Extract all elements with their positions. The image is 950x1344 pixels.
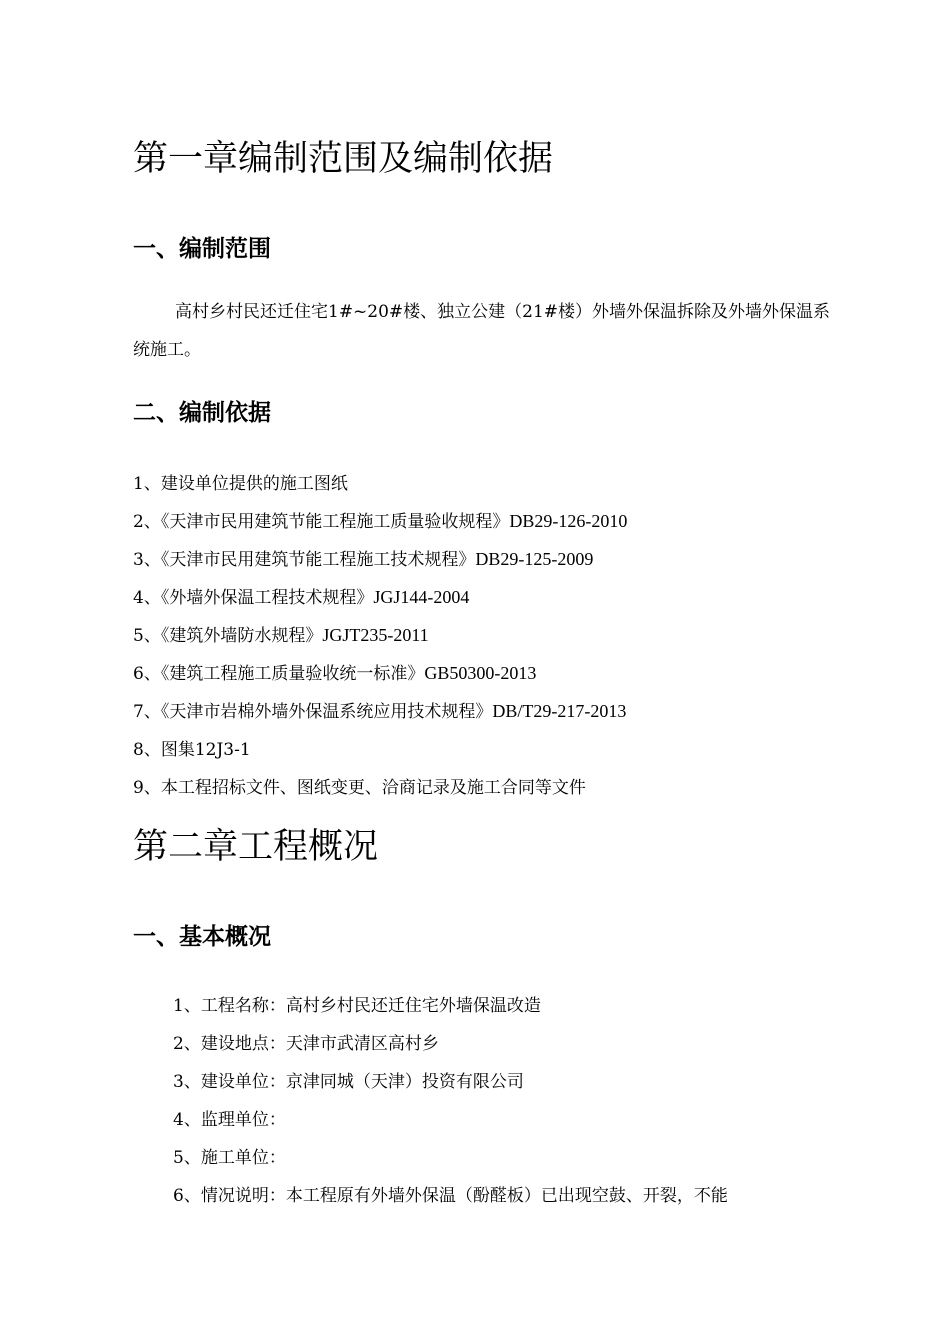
list-item bbox=[133, 502, 627, 540]
basis-item-text: 1、建设单位提供的施工图纸 bbox=[133, 474, 348, 494]
section-scope-title: 一、编制范围 bbox=[133, 236, 271, 262]
section-basis-title: 二、编制依据 bbox=[133, 400, 271, 426]
list-item: 1、工程名称：高村乡村民还迁住宅外墙保温改造 bbox=[173, 996, 541, 1016]
basis-item-text: 4、《外墙外保温工程技术规程》 bbox=[133, 588, 374, 608]
list-item bbox=[133, 464, 627, 502]
list-item bbox=[133, 616, 627, 654]
list-item bbox=[133, 768, 627, 806]
basis-item-text: 8、图集12J3-1 bbox=[133, 740, 251, 760]
list-item: 5、施工单位： bbox=[173, 1148, 286, 1168]
basis-item-text: 3、《天津市民用建筑节能工程施工技术规程》 bbox=[133, 550, 476, 570]
list-item bbox=[133, 578, 627, 616]
basis-item-text: 7、《天津市岩棉外墙外保温系统应用技术规程》 bbox=[133, 702, 493, 722]
basis-item-code: DB/T29-217-2013 bbox=[492, 701, 627, 721]
list-item: 3、建设单位：京津同城（天津）投资有限公司 bbox=[173, 1072, 524, 1092]
scope-paragraph: 高村乡村民还迁住宅1#~20#楼、独立公建（21#楼）外墙外保温拆除及外墙外保温系统施工。 bbox=[133, 302, 831, 360]
list-item: 4、监理单位： bbox=[173, 1110, 286, 1130]
list-item: 6、情况说明：本工程原有外墙外保温（酚醛板）已出现空鼓、开裂，不能 bbox=[173, 1186, 728, 1206]
chapter-1-title: 第一章编制范围及编制依据 bbox=[133, 139, 554, 179]
list-item: 2、建设地点：天津市武清区高村乡 bbox=[173, 1034, 439, 1054]
chapter-2-title: 第二章工程概况 bbox=[133, 827, 379, 867]
basis-item-code: JGJT235-2011 bbox=[322, 625, 429, 645]
list-item bbox=[133, 730, 627, 768]
basis-item-text: 9、本工程招标文件、图纸变更、洽商记录及施工合同等文件 bbox=[133, 778, 586, 798]
basis-item-code: JGJ144-2004 bbox=[373, 587, 470, 607]
basis-item-code: DB29-125-2009 bbox=[475, 549, 594, 569]
overview-list bbox=[173, 987, 728, 1215]
basis-item-text: 2、《天津市民用建筑节能工程施工质量验收规程》 bbox=[133, 512, 510, 532]
list-item bbox=[133, 654, 627, 692]
section-overview-title: 一、基本概况 bbox=[133, 924, 271, 950]
basis-item-text: 5、《建筑外墙防水规程》 bbox=[133, 626, 323, 646]
basis-item-code: DB29-126-2010 bbox=[509, 511, 628, 531]
basis-list bbox=[133, 464, 627, 806]
basis-item-code: GB50300-2013 bbox=[424, 663, 537, 683]
list-item bbox=[133, 692, 627, 730]
list-item bbox=[133, 540, 627, 578]
basis-item-text: 6、《建筑工程施工质量验收统一标准》 bbox=[133, 664, 425, 684]
